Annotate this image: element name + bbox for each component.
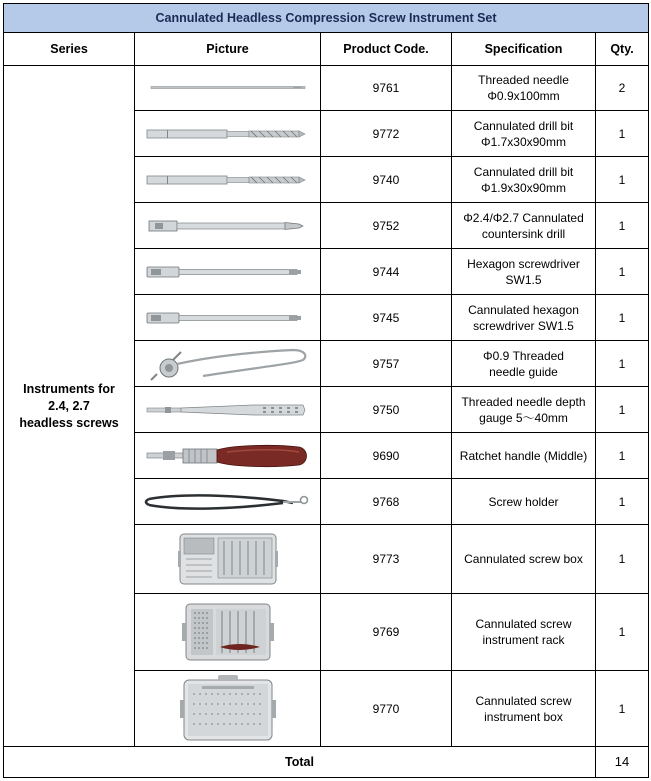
- picture-cell: [135, 525, 321, 594]
- product-code-cell: 9770: [321, 671, 452, 747]
- picture-cell: [135, 433, 321, 479]
- picture-cell: [135, 594, 321, 671]
- specification-line: Cannulated hexagon: [468, 302, 579, 317]
- picture-cell: [135, 295, 321, 341]
- specification-cell: [452, 203, 596, 249]
- header-qty: Qty.: [596, 33, 649, 66]
- instrument-set-sheet: [3, 3, 648, 778]
- specification-cell: [452, 594, 596, 671]
- specification-line: countersink drill: [481, 226, 566, 241]
- title-row: [4, 4, 649, 33]
- header-specification: Specification: [452, 33, 596, 66]
- screwdriver-icon: [135, 264, 320, 280]
- specification-line: Φ1.9x30x90mm: [481, 180, 566, 195]
- specification-line: Ratchet handle (Middle): [459, 448, 588, 463]
- specification-cell: [452, 433, 596, 479]
- total-qty: 14: [596, 747, 649, 778]
- specification-cell: [452, 66, 596, 111]
- product-code-cell: 9772: [321, 111, 452, 157]
- specification-line: Φ2.4/Φ2.7 Cannulated: [463, 210, 584, 225]
- series-label-line: headless screws: [19, 415, 119, 430]
- specification-line: Screw holder: [488, 494, 559, 509]
- qty-cell: 1: [596, 249, 649, 295]
- specification-cell: [452, 479, 596, 525]
- specification-line: SW1.5: [505, 272, 542, 287]
- qty-cell: 1: [596, 157, 649, 203]
- header-product-code: Product Code.: [321, 33, 452, 66]
- specification-line: Φ0.9x100mm: [487, 89, 560, 103]
- picture-cell: [135, 66, 321, 111]
- threaded-needle-icon: [135, 83, 320, 93]
- picture-cell: [135, 111, 321, 157]
- product-code-cell: 9768: [321, 479, 452, 525]
- qty-cell: 1: [596, 295, 649, 341]
- qty-cell: 1: [596, 341, 649, 387]
- product-code-cell: 9740: [321, 157, 452, 203]
- qty-cell: 2: [596, 66, 649, 111]
- header-series: Series: [4, 33, 135, 66]
- specification-line: Φ1.7x30x90mm: [481, 134, 566, 149]
- header-row: [4, 33, 649, 66]
- product-code-cell: 9752: [321, 203, 452, 249]
- needle-guide-icon: [135, 346, 320, 382]
- picture-cell: [135, 341, 321, 387]
- specification-line: Hexagon screwdriver: [467, 256, 580, 271]
- drill-bit-icon: [135, 126, 320, 142]
- qty-cell: 1: [596, 203, 649, 249]
- table-row: [4, 66, 649, 111]
- specification-cell: [452, 341, 596, 387]
- picture-cell: [135, 387, 321, 433]
- depth-gauge-icon: [135, 402, 320, 418]
- specification-cell: [452, 111, 596, 157]
- product-code-cell: 9769: [321, 594, 452, 671]
- specification-line: instrument rack: [482, 633, 565, 647]
- specification-line: Φ0.9 Threaded: [483, 348, 564, 363]
- specification-line: Cannulated drill bit: [473, 118, 574, 133]
- product-code-cell: 9761: [321, 66, 452, 111]
- picture-cell: [135, 157, 321, 203]
- picture-cell: [135, 249, 321, 295]
- picture-cell: [135, 479, 321, 525]
- total-label: Total: [4, 747, 596, 778]
- qty-cell: 1: [596, 671, 649, 747]
- specification-cell: [452, 249, 596, 295]
- specification-cell: [452, 387, 596, 433]
- specification-line: Cannulated screw box: [464, 552, 583, 566]
- specification-line: needle guide: [489, 364, 558, 379]
- picture-cell: [135, 203, 321, 249]
- qty-cell: 1: [596, 479, 649, 525]
- specification-cell: [452, 671, 596, 747]
- qty-cell: 1: [596, 594, 649, 671]
- picture-cell: [135, 671, 321, 747]
- qty-cell: 1: [596, 525, 649, 594]
- specification-cell: [452, 295, 596, 341]
- qty-cell: 1: [596, 433, 649, 479]
- screw-holder-icon: [135, 489, 320, 515]
- product-code-cell: 9757: [321, 341, 452, 387]
- table-title: Cannulated Headless Compression Screw Instrument Set: [4, 4, 649, 33]
- countersink-drill-icon: [135, 218, 320, 234]
- specification-line: instrument box: [484, 709, 563, 724]
- screw-box-icon: [135, 531, 320, 587]
- specification-cell: [452, 157, 596, 203]
- total-row: [4, 747, 649, 778]
- specification-line: Threaded needle: [478, 73, 569, 87]
- series-cell: [4, 66, 135, 747]
- series-label-line: Instruments for: [23, 381, 115, 396]
- series-label-line: 2.4, 2.7: [48, 398, 90, 413]
- product-code-cell: 9744: [321, 249, 452, 295]
- specification-line: Cannulated screw: [475, 617, 572, 631]
- instrument-box-icon: [135, 674, 320, 744]
- qty-cell: 1: [596, 111, 649, 157]
- instrument-table: [3, 3, 649, 778]
- specification-line: Cannulated drill bit: [473, 164, 574, 179]
- ratchet-handle-icon: [135, 441, 320, 471]
- drill-bit-icon: [135, 172, 320, 188]
- screwdriver-icon: [135, 310, 320, 326]
- specification-cell: [452, 525, 596, 594]
- product-code-cell: 9750: [321, 387, 452, 433]
- qty-cell: 1: [596, 387, 649, 433]
- specification-line: gauge 5～40mm: [479, 410, 568, 425]
- product-code-cell: 9745: [321, 295, 452, 341]
- header-picture: Picture: [135, 33, 321, 66]
- specification-line: screwdriver SW1.5: [473, 318, 574, 333]
- product-code-cell: 9773: [321, 525, 452, 594]
- instrument-rack-icon: [135, 601, 320, 663]
- specification-line: Cannulated screw: [475, 693, 572, 708]
- specification-line: Threaded needle depth: [461, 394, 586, 409]
- product-code-cell: 9690: [321, 433, 452, 479]
